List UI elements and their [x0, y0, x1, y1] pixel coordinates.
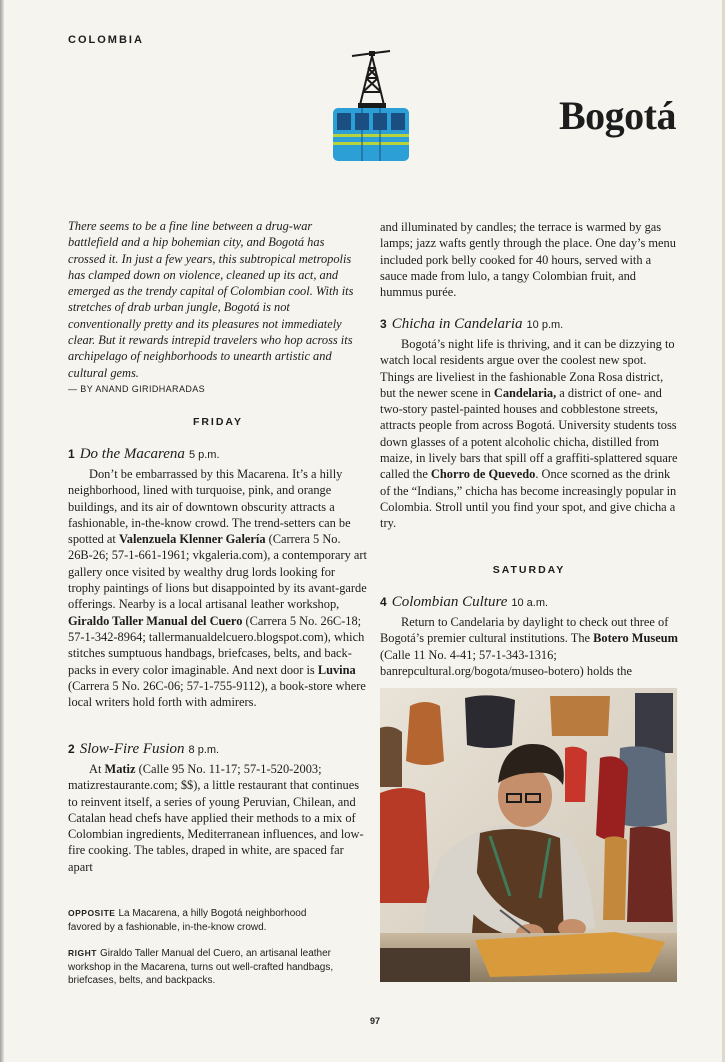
- day-heading-friday: FRIDAY: [192, 416, 244, 428]
- section-2: [68, 740, 368, 875]
- section-4-body: Return to Candelaria by daylight to check out three of Bogotá’s premier cultural institutions. The Botero Museum (Calle 11 No. 4-41; 57-1-343-1316; banrepcultural.org/bogota/museo-botero) holds the: [380, 615, 678, 678]
- section-3-heading: [380, 315, 678, 335]
- section-kicker: COLOMBIA: [68, 34, 144, 46]
- caption-right: [68, 947, 348, 988]
- section-time: 8 p.m.: [188, 744, 220, 756]
- section-1: [68, 445, 368, 710]
- section-title: Colombian Culture: [391, 594, 508, 610]
- section-time: 10 a.m.: [511, 597, 549, 609]
- section-time: 10 p.m.: [526, 319, 564, 331]
- section-2-heading: [68, 740, 368, 760]
- caption-label: RIGHT: [68, 948, 97, 958]
- section-number: 1: [68, 447, 75, 461]
- venue-name: Giraldo Taller Manual del Cuero: [68, 613, 243, 628]
- venue-name: Candelaria,: [493, 385, 557, 400]
- section-title: Do the Macarena: [79, 446, 185, 462]
- section-3-body: Bogotá’s night life is thriving, and it can be dizzying to watch local residents argue over the coolest new spot. Things are liveliest in the fashionable Zona Rosa district, but the newer scene in Candelaria, a district of one- and two-story pastel-painted houses and cobblestone streets, attracts people from across Bogotá. University students toss down glasses of a potent alcoholic chicha, distilled from maize, in lively bars that spill off a graffiti-splattered square called the Chorro de Quevedo. Once scorned as the drink of the “Indians,” chicha has become increasingly popular in Colombia. Stroll until you find your spot, and give chicha a try.: [380, 337, 678, 531]
- section-title: Chicha in Candelaria: [391, 316, 523, 332]
- section-4-heading: [380, 593, 678, 613]
- caption-opposite: [68, 907, 338, 934]
- venue-name: Valenzuela Klenner Galería: [118, 532, 266, 547]
- intro-text: There seems to be a fine line between a drug-war battlefield and a hip bohemian city, and Bogotá has crossed it. In just a few years, this subtropical metropolis has clamped down on violence, cleaned up its act, and emerged as the trendy capital of Colombian cool. With its stretches of drab urban jungle, Bogotá is not conventionally pretty and its pleasures not immediately clear. But it rewards intrepid travelers who hop across its archipelago of neighborhoods to unearth artistic and cultural gems.: [68, 219, 354, 380]
- section-4: [380, 593, 678, 679]
- section-2-continued-body: and illuminated by candles; the terrace is warmed by gas lamps; jazz wafts gently through the place. One day’s menu included pork belly cooked for 40 hours, served with a sauce made from lulo, a tangy Colombian fruit, and hummus purée.: [380, 220, 676, 300]
- day-heading-saturday: SATURDAY: [492, 564, 566, 576]
- caption-text: La Macarena, a hilly Bogotá neighborhood favored by a fashionable, in-the-know crowd.: [68, 908, 307, 933]
- venue-name: Luvina: [317, 662, 356, 677]
- section-number: 2: [68, 742, 75, 756]
- page-number: 97: [369, 1016, 380, 1026]
- section-title: Slow-Fire Fusion: [79, 741, 185, 757]
- page-binding-shadow: [0, 0, 4, 1062]
- section-time: 5 p.m.: [188, 449, 220, 461]
- section-1-heading: [68, 445, 368, 465]
- intro-block: [68, 218, 358, 397]
- page-title: Bogotá: [559, 93, 676, 138]
- leather-workshop-photo: [380, 688, 677, 982]
- cable-car-icon: [332, 50, 412, 165]
- section-2-continued: [380, 219, 678, 300]
- section-2-body: At Matiz (Calle 95 No. 11-17; 57-1-520-2003; matizrestaurante.com; $$), a little restaurant that continues to reinvent itself, a series of young Peruvian, Chilean, and Catalan head chefs have applied their methods to a mix of Colombian ingredients, Mediterranean influences, and low-fire cooking. The tables, draped in white, are spaced far apart: [68, 762, 364, 874]
- byline: — BY ANAND GIRIDHARADAS: [68, 383, 206, 394]
- venue-name: Botero Museum: [593, 631, 678, 646]
- section-number: 3: [380, 317, 387, 331]
- section-3: [380, 315, 678, 532]
- caption-label: OPPOSITE: [68, 908, 116, 918]
- section-number: 4: [380, 595, 387, 609]
- section-1-body: Don’t be embarrassed by this Macarena. It’s a hilly neighborhood, lined with turquoise, pink, and orange buildings, and its air of downtown obscurity attracts a fashionable, in-the-know crowd. The trend-setters can be spotted at Valenzuela Klenner Galería (Carrera 5 No. 26B-26; 57-1-661-1961; vkgaleria.com), a contemporary art gallery once visited by wealthy drug lords looking for trophy paintings of lions but disappointed by its avant-garde offerings. Nearby is a local artisanal leather workshop, Giraldo Taller Manual del Cuero (Carrera 5 No. 26C-18; 57-1-342-8964; tallermanualdelcuero.blogspot.com), which stitches sumptuous handbags, briefcases, belts, and back-packs in every color imaginable. And next door is Luvina (Carrera 5 No. 26C-06; 57-1-755-9112), a book-store where local writers hold forth with admirers.: [68, 467, 368, 710]
- venue-name: Matiz: [104, 762, 136, 776]
- caption-text: Giraldo Taller Manual del Cuero, an artisanal leather workshop in the Macarena, turns out well-crafted handbags, briefcases, belts, and backpacks.: [68, 948, 334, 986]
- venue-name: Chorro de Quevedo: [430, 467, 536, 482]
